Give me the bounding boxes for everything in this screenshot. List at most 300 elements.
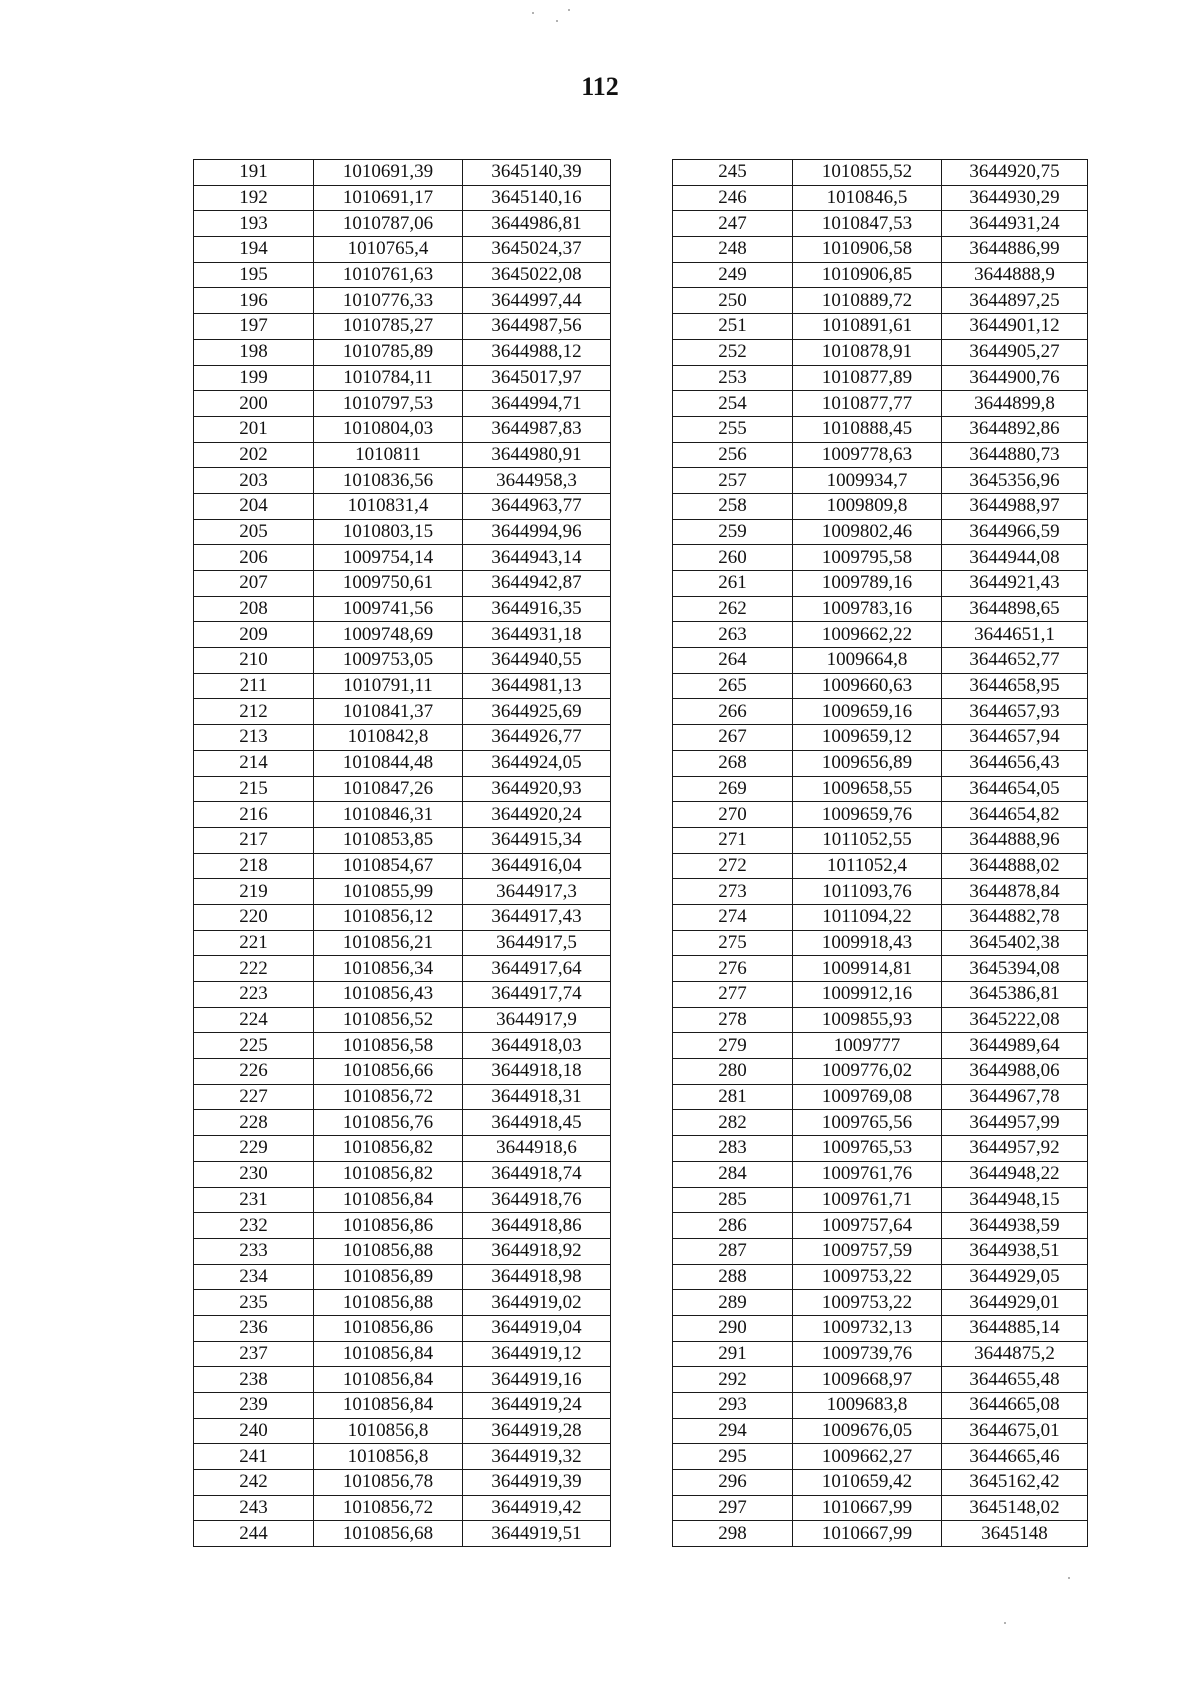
- x-coordinate-cell: 1010856,82: [314, 1136, 463, 1162]
- number-cell: 295: [673, 1444, 793, 1470]
- y-coordinate-cell: 3644987,83: [463, 416, 611, 442]
- x-coordinate-cell: 1009656,89: [793, 750, 942, 776]
- number-cell: 263: [673, 622, 793, 648]
- y-coordinate-cell: 3644994,96: [463, 519, 611, 545]
- number-cell: 282: [673, 1110, 793, 1136]
- table-row: [194, 1033, 611, 1059]
- number-cell: 222: [194, 956, 314, 982]
- table-row: [673, 1444, 1088, 1470]
- table-row: [673, 262, 1088, 288]
- y-coordinate-cell: 3644916,35: [463, 596, 611, 622]
- x-coordinate-cell: 1010856,82: [314, 1161, 463, 1187]
- table-row: [194, 545, 611, 571]
- y-coordinate-cell: 3644917,9: [463, 1007, 611, 1033]
- x-coordinate-cell: 1010888,45: [793, 416, 942, 442]
- number-cell: 206: [194, 545, 314, 571]
- x-coordinate-cell: 1010831,4: [314, 493, 463, 519]
- number-cell: 293: [673, 1393, 793, 1419]
- x-coordinate-cell: 1010846,5: [793, 185, 942, 211]
- y-coordinate-cell: 3644994,71: [463, 391, 611, 417]
- x-coordinate-cell: 1010785,89: [314, 339, 463, 365]
- x-coordinate-cell: 1009809,8: [793, 493, 942, 519]
- y-coordinate-cell: 3644665,46: [942, 1444, 1088, 1470]
- number-cell: 201: [194, 416, 314, 442]
- y-coordinate-cell: 3644658,95: [942, 673, 1088, 699]
- table-row: [194, 288, 611, 314]
- x-coordinate-cell: 1010841,37: [314, 699, 463, 725]
- number-cell: 227: [194, 1084, 314, 1110]
- table-row: [194, 1136, 611, 1162]
- y-coordinate-cell: 3644981,13: [463, 673, 611, 699]
- number-cell: 241: [194, 1444, 314, 1470]
- table-row: [673, 1290, 1088, 1316]
- y-coordinate-cell: 3644885,14: [942, 1315, 1088, 1341]
- number-cell: 283: [673, 1136, 793, 1162]
- number-cell: 297: [673, 1495, 793, 1521]
- table-row: [194, 827, 611, 853]
- table-row: [673, 827, 1088, 853]
- number-cell: 255: [673, 416, 793, 442]
- table-row: [673, 211, 1088, 237]
- y-coordinate-cell: 3644901,12: [942, 314, 1088, 340]
- y-coordinate-cell: 3644918,74: [463, 1161, 611, 1187]
- number-cell: 220: [194, 904, 314, 930]
- x-coordinate-cell: 1009662,22: [793, 622, 942, 648]
- number-cell: 244: [194, 1521, 314, 1547]
- table-row: [673, 725, 1088, 751]
- y-coordinate-cell: 3644675,01: [942, 1418, 1088, 1444]
- y-coordinate-cell: 3644920,24: [463, 802, 611, 828]
- number-cell: 296: [673, 1470, 793, 1496]
- x-coordinate-cell: 1010856,86: [314, 1213, 463, 1239]
- y-coordinate-cell: 3644919,28: [463, 1418, 611, 1444]
- x-coordinate-cell: 1009765,56: [793, 1110, 942, 1136]
- x-coordinate-cell: 1010856,84: [314, 1341, 463, 1367]
- number-cell: 223: [194, 982, 314, 1008]
- x-coordinate-cell: 1009776,02: [793, 1059, 942, 1085]
- number-cell: 258: [673, 493, 793, 519]
- y-coordinate-cell: 3644919,24: [463, 1393, 611, 1419]
- table-row: [673, 416, 1088, 442]
- table-row: [194, 750, 611, 776]
- table-row: [194, 1059, 611, 1085]
- table-row: [194, 237, 611, 263]
- x-coordinate-cell: 1009934,7: [793, 468, 942, 494]
- table-row: [673, 1495, 1088, 1521]
- number-cell: 213: [194, 725, 314, 751]
- x-coordinate-cell: 1010856,72: [314, 1084, 463, 1110]
- number-cell: 224: [194, 1007, 314, 1033]
- x-coordinate-cell: 1009757,59: [793, 1238, 942, 1264]
- y-coordinate-cell: 3644980,91: [463, 442, 611, 468]
- number-cell: 240: [194, 1418, 314, 1444]
- x-coordinate-cell: 1009795,58: [793, 545, 942, 571]
- table-row: [194, 1495, 611, 1521]
- number-cell: 193: [194, 211, 314, 237]
- table-row: [673, 1418, 1088, 1444]
- table-row: [194, 930, 611, 956]
- table-row: [673, 1110, 1088, 1136]
- number-cell: 246: [673, 185, 793, 211]
- y-coordinate-cell: 3644918,45: [463, 1110, 611, 1136]
- x-coordinate-cell: 1010906,85: [793, 262, 942, 288]
- x-coordinate-cell: 1010856,88: [314, 1238, 463, 1264]
- number-cell: 256: [673, 442, 793, 468]
- x-coordinate-cell: 1009765,53: [793, 1136, 942, 1162]
- y-coordinate-cell: 3644919,02: [463, 1290, 611, 1316]
- number-cell: 230: [194, 1161, 314, 1187]
- table-row: [194, 211, 611, 237]
- table-row: [194, 1084, 611, 1110]
- y-coordinate-cell: 3644958,3: [463, 468, 611, 494]
- x-coordinate-cell: 1009789,16: [793, 571, 942, 597]
- table-row: [673, 1393, 1088, 1419]
- x-coordinate-cell: 1010844,48: [314, 750, 463, 776]
- table-row: [673, 1238, 1088, 1264]
- x-coordinate-cell: 1010691,17: [314, 185, 463, 211]
- x-coordinate-cell: 1009754,14: [314, 545, 463, 571]
- x-coordinate-cell: 1010856,89: [314, 1264, 463, 1290]
- number-cell: 225: [194, 1033, 314, 1059]
- number-cell: 262: [673, 596, 793, 622]
- number-cell: 276: [673, 956, 793, 982]
- x-coordinate-cell: 1009778,63: [793, 442, 942, 468]
- number-cell: 192: [194, 185, 314, 211]
- y-coordinate-cell: 3644918,18: [463, 1059, 611, 1085]
- number-cell: 253: [673, 365, 793, 391]
- table-row: [673, 519, 1088, 545]
- y-coordinate-cell: 3644898,65: [942, 596, 1088, 622]
- number-cell: 200: [194, 391, 314, 417]
- number-cell: 216: [194, 802, 314, 828]
- x-coordinate-cell: 1009769,08: [793, 1084, 942, 1110]
- y-coordinate-cell: 3645140,16: [463, 185, 611, 211]
- y-coordinate-cell: 3644957,99: [942, 1110, 1088, 1136]
- table-row: [673, 1187, 1088, 1213]
- number-cell: 242: [194, 1470, 314, 1496]
- table-row: [194, 982, 611, 1008]
- table-row: [194, 1238, 611, 1264]
- y-coordinate-cell: 3644919,39: [463, 1470, 611, 1496]
- table-row: [194, 699, 611, 725]
- y-coordinate-cell: 3644900,76: [942, 365, 1088, 391]
- number-cell: 219: [194, 879, 314, 905]
- number-cell: 204: [194, 493, 314, 519]
- number-cell: 229: [194, 1136, 314, 1162]
- x-coordinate-cell: 1010856,66: [314, 1059, 463, 1085]
- table-row: [194, 1213, 611, 1239]
- y-coordinate-cell: 3644882,78: [942, 904, 1088, 930]
- number-cell: 298: [673, 1521, 793, 1547]
- y-coordinate-cell: 3644948,15: [942, 1187, 1088, 1213]
- number-cell: 260: [673, 545, 793, 571]
- x-coordinate-cell: 1010776,33: [314, 288, 463, 314]
- x-coordinate-cell: 1009662,27: [793, 1444, 942, 1470]
- table-row: [673, 904, 1088, 930]
- table-row: [673, 1213, 1088, 1239]
- x-coordinate-cell: 1009757,64: [793, 1213, 942, 1239]
- table-row: [194, 1315, 611, 1341]
- y-coordinate-cell: 3644938,59: [942, 1213, 1088, 1239]
- y-coordinate-cell: 3645356,96: [942, 468, 1088, 494]
- number-cell: 202: [194, 442, 314, 468]
- x-coordinate-cell: 1010846,31: [314, 802, 463, 828]
- x-coordinate-cell: 1010853,85: [314, 827, 463, 853]
- x-coordinate-cell: 1010856,21: [314, 930, 463, 956]
- table-row: [673, 1264, 1088, 1290]
- x-coordinate-cell: 1010854,67: [314, 853, 463, 879]
- y-coordinate-cell: 3644919,16: [463, 1367, 611, 1393]
- x-coordinate-cell: 1010856,8: [314, 1418, 463, 1444]
- table-row: [673, 750, 1088, 776]
- x-coordinate-cell: 1010891,61: [793, 314, 942, 340]
- y-coordinate-cell: 3644966,59: [942, 519, 1088, 545]
- x-coordinate-cell: 1011094,22: [793, 904, 942, 930]
- table-row: [673, 442, 1088, 468]
- table-row: [673, 545, 1088, 571]
- x-coordinate-cell: 1010791,11: [314, 673, 463, 699]
- y-coordinate-cell: 3644888,9: [942, 262, 1088, 288]
- y-coordinate-cell: 3644916,04: [463, 853, 611, 879]
- number-cell: 203: [194, 468, 314, 494]
- table-row: [194, 1444, 611, 1470]
- y-coordinate-cell: 3644918,03: [463, 1033, 611, 1059]
- y-coordinate-cell: 3645148: [942, 1521, 1088, 1547]
- page-number: 112: [581, 72, 619, 101]
- y-coordinate-cell: 3644899,8: [942, 391, 1088, 417]
- y-coordinate-cell: 3644654,82: [942, 802, 1088, 828]
- x-coordinate-cell: 1009664,8: [793, 648, 942, 674]
- x-coordinate-cell: 1009732,13: [793, 1315, 942, 1341]
- table-row: [194, 468, 611, 494]
- number-cell: 196: [194, 288, 314, 314]
- x-coordinate-cell: 1009855,93: [793, 1007, 942, 1033]
- number-cell: 233: [194, 1238, 314, 1264]
- x-coordinate-cell: 1010765,4: [314, 237, 463, 263]
- y-coordinate-cell: 3645017,97: [463, 365, 611, 391]
- scan-speck: [556, 20, 558, 22]
- table-row: [194, 1110, 611, 1136]
- y-coordinate-cell: 3644665,08: [942, 1393, 1088, 1419]
- x-coordinate-cell: 1010856,76: [314, 1110, 463, 1136]
- number-cell: 207: [194, 571, 314, 597]
- y-coordinate-cell: 3644940,55: [463, 648, 611, 674]
- y-coordinate-cell: 3645402,38: [942, 930, 1088, 956]
- x-coordinate-cell: 1010797,53: [314, 391, 463, 417]
- y-coordinate-cell: 3644919,51: [463, 1521, 611, 1547]
- number-cell: 218: [194, 853, 314, 879]
- number-cell: 215: [194, 776, 314, 802]
- table-row: [194, 673, 611, 699]
- table-row: [673, 185, 1088, 211]
- number-cell: 278: [673, 1007, 793, 1033]
- number-cell: 209: [194, 622, 314, 648]
- table-row: [673, 1084, 1088, 1110]
- table-row: [673, 1367, 1088, 1393]
- y-coordinate-cell: 3644944,08: [942, 545, 1088, 571]
- x-coordinate-cell: 1010856,78: [314, 1470, 463, 1496]
- y-coordinate-cell: 3644917,43: [463, 904, 611, 930]
- table-row: [194, 1418, 611, 1444]
- number-cell: 291: [673, 1341, 793, 1367]
- number-cell: 195: [194, 262, 314, 288]
- y-coordinate-cell: 3644875,2: [942, 1341, 1088, 1367]
- y-coordinate-cell: 3644918,92: [463, 1238, 611, 1264]
- y-coordinate-cell: 3644917,3: [463, 879, 611, 905]
- number-cell: 191: [194, 160, 314, 186]
- x-coordinate-cell: 1009658,55: [793, 776, 942, 802]
- number-cell: 274: [673, 904, 793, 930]
- table-row: [194, 314, 611, 340]
- y-coordinate-cell: 3644656,43: [942, 750, 1088, 776]
- y-coordinate-cell: 3644963,77: [463, 493, 611, 519]
- y-coordinate-cell: 3644657,94: [942, 725, 1088, 751]
- y-coordinate-cell: 3644917,74: [463, 982, 611, 1008]
- table-row: [673, 956, 1088, 982]
- table-row: [673, 776, 1088, 802]
- y-coordinate-cell: 3644654,05: [942, 776, 1088, 802]
- x-coordinate-cell: 1010856,84: [314, 1367, 463, 1393]
- x-coordinate-cell: 1010836,56: [314, 468, 463, 494]
- number-cell: 228: [194, 1110, 314, 1136]
- number-cell: 197: [194, 314, 314, 340]
- table-row: [673, 1161, 1088, 1187]
- number-cell: 248: [673, 237, 793, 263]
- number-cell: 280: [673, 1059, 793, 1085]
- y-coordinate-cell: 3644929,01: [942, 1290, 1088, 1316]
- x-coordinate-cell: 1010659,42: [793, 1470, 942, 1496]
- y-coordinate-cell: 3644888,96: [942, 827, 1088, 853]
- table-row: [194, 160, 611, 186]
- x-coordinate-cell: 1009753,22: [793, 1264, 942, 1290]
- table-row: [673, 339, 1088, 365]
- number-cell: 239: [194, 1393, 314, 1419]
- number-cell: 268: [673, 750, 793, 776]
- x-coordinate-cell: 1009914,81: [793, 956, 942, 982]
- y-coordinate-cell: 3644920,75: [942, 160, 1088, 186]
- x-coordinate-cell: 1010889,72: [793, 288, 942, 314]
- table-row: [673, 237, 1088, 263]
- x-coordinate-cell: 1009659,12: [793, 725, 942, 751]
- x-coordinate-cell: 1009676,05: [793, 1418, 942, 1444]
- table-row: [673, 1007, 1088, 1033]
- x-coordinate-cell: 1010856,8: [314, 1444, 463, 1470]
- y-coordinate-cell: 3644651,1: [942, 622, 1088, 648]
- number-cell: 265: [673, 673, 793, 699]
- x-coordinate-cell: 1010811: [314, 442, 463, 468]
- number-cell: 286: [673, 1213, 793, 1239]
- table-row: [194, 1290, 611, 1316]
- table-row: [194, 1367, 611, 1393]
- x-coordinate-cell: 1010906,58: [793, 237, 942, 263]
- number-cell: 250: [673, 288, 793, 314]
- x-coordinate-cell: 1009683,8: [793, 1393, 942, 1419]
- number-cell: 221: [194, 930, 314, 956]
- table-row: [673, 1033, 1088, 1059]
- x-coordinate-cell: 1010856,12: [314, 904, 463, 930]
- x-coordinate-cell: 1010804,03: [314, 416, 463, 442]
- scan-speck: [568, 9, 570, 11]
- x-coordinate-cell: 1010784,11: [314, 365, 463, 391]
- x-coordinate-cell: 1010856,58: [314, 1033, 463, 1059]
- y-coordinate-cell: 3644931,18: [463, 622, 611, 648]
- table-row: [194, 1161, 611, 1187]
- number-cell: 290: [673, 1315, 793, 1341]
- number-cell: 245: [673, 160, 793, 186]
- number-cell: 271: [673, 827, 793, 853]
- y-coordinate-cell: 3644930,29: [942, 185, 1088, 211]
- x-coordinate-cell: 1010856,68: [314, 1521, 463, 1547]
- y-coordinate-cell: 3644986,81: [463, 211, 611, 237]
- number-cell: 269: [673, 776, 793, 802]
- number-cell: 238: [194, 1367, 314, 1393]
- table-row: [194, 879, 611, 905]
- table-row: [194, 596, 611, 622]
- x-coordinate-cell: 1010847,53: [793, 211, 942, 237]
- x-coordinate-cell: 1009660,63: [793, 673, 942, 699]
- y-coordinate-cell: 3644878,84: [942, 879, 1088, 905]
- table-row: [673, 982, 1088, 1008]
- table-row: [194, 853, 611, 879]
- number-cell: 275: [673, 930, 793, 956]
- y-coordinate-cell: 3644938,51: [942, 1238, 1088, 1264]
- scan-speck: [532, 12, 534, 14]
- y-coordinate-cell: 3644924,05: [463, 750, 611, 776]
- number-cell: 266: [673, 699, 793, 725]
- number-cell: 199: [194, 365, 314, 391]
- y-coordinate-cell: 3645022,08: [463, 262, 611, 288]
- number-cell: 288: [673, 1264, 793, 1290]
- y-coordinate-cell: 3645162,42: [942, 1470, 1088, 1496]
- y-coordinate-cell: 3645140,39: [463, 160, 611, 186]
- y-coordinate-cell: 3644997,44: [463, 288, 611, 314]
- number-cell: 236: [194, 1315, 314, 1341]
- number-cell: 284: [673, 1161, 793, 1187]
- y-coordinate-cell: 3645024,37: [463, 237, 611, 263]
- number-cell: 208: [194, 596, 314, 622]
- x-coordinate-cell: 1009748,69: [314, 622, 463, 648]
- y-coordinate-cell: 3644657,93: [942, 699, 1088, 725]
- number-cell: 231: [194, 1187, 314, 1213]
- y-coordinate-cell: 3644918,86: [463, 1213, 611, 1239]
- number-cell: 267: [673, 725, 793, 751]
- x-coordinate-cell: 1010855,99: [314, 879, 463, 905]
- number-cell: 212: [194, 699, 314, 725]
- x-coordinate-cell: 1009761,71: [793, 1187, 942, 1213]
- scan-speck: [1004, 1622, 1006, 1624]
- x-coordinate-cell: 1010856,84: [314, 1187, 463, 1213]
- table-row: [194, 571, 611, 597]
- y-coordinate-cell: 3645386,81: [942, 982, 1088, 1008]
- table-row: [194, 416, 611, 442]
- y-coordinate-cell: 3644920,93: [463, 776, 611, 802]
- y-coordinate-cell: 3644918,31: [463, 1084, 611, 1110]
- x-coordinate-cell: 1009753,22: [793, 1290, 942, 1316]
- table-row: [194, 519, 611, 545]
- x-coordinate-cell: 1009750,61: [314, 571, 463, 597]
- x-coordinate-cell: 1010856,52: [314, 1007, 463, 1033]
- x-coordinate-cell: 1009777: [793, 1033, 942, 1059]
- x-coordinate-cell: 1010667,99: [793, 1495, 942, 1521]
- number-cell: 273: [673, 879, 793, 905]
- y-coordinate-cell: 3644919,32: [463, 1444, 611, 1470]
- number-cell: 237: [194, 1341, 314, 1367]
- number-cell: 279: [673, 1033, 793, 1059]
- table-row: [673, 493, 1088, 519]
- scan-speck: [1068, 1577, 1070, 1579]
- number-cell: 287: [673, 1238, 793, 1264]
- x-coordinate-cell: 1010856,43: [314, 982, 463, 1008]
